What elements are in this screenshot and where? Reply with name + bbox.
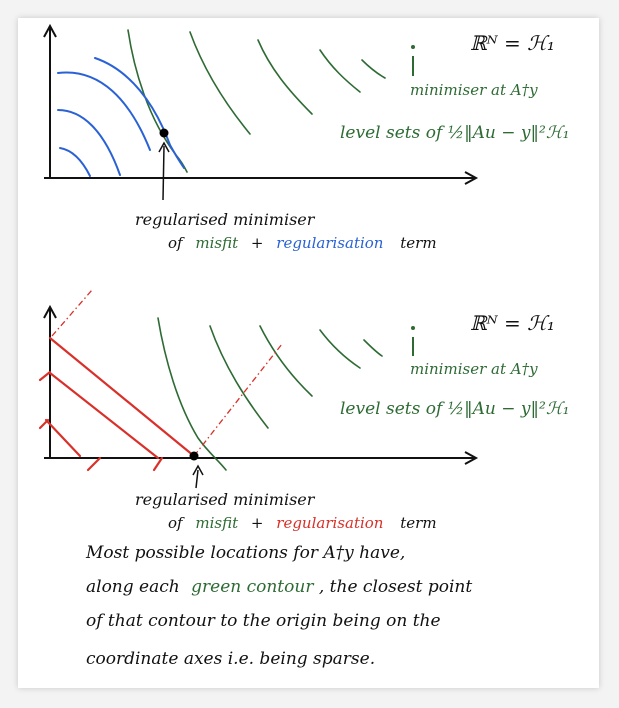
bottom-red-tick-2 [154, 458, 162, 470]
bottom-red-dashed-upper [52, 290, 92, 336]
top-caption-line2 [168, 234, 437, 252]
bottom-level-sets-label: level sets of ½‖Au − y‖²ℋ₁ [340, 399, 570, 419]
top-blue-contour-3 [58, 72, 150, 150]
note-line1: Most possible locations for A†y have, [86, 543, 406, 563]
bottom-panel [40, 290, 569, 532]
bottom-minimiser-dot [411, 326, 415, 330]
bottom-red-tick-4 [40, 420, 48, 428]
bottom-caption-of: of [168, 514, 183, 532]
note-line3: of that contour to the origin being on the [86, 611, 441, 631]
top-space-label: ℝᴺ = ℋ₁ [470, 31, 555, 55]
bottom-red-contour-outer [50, 338, 194, 456]
top-caption-plus: + [250, 234, 264, 252]
top-minimiser-dot [411, 45, 415, 49]
top-level-set-3 [258, 40, 312, 114]
note-line2-green: green contour [191, 577, 314, 597]
bottom-red-dashed-lower [194, 344, 282, 456]
note-line2-a: along each [86, 577, 180, 597]
bottom-caption-line2 [168, 514, 437, 532]
bottom-minimiser-label: minimiser at A†y [410, 360, 538, 378]
top-level-set-1 [128, 30, 187, 172]
top-blue-contour-1 [60, 148, 90, 176]
bottom-caption-reg: regularisation [276, 514, 384, 532]
top-minimiser-label: minimiser at A†y [410, 81, 538, 99]
note-line2 [86, 577, 472, 597]
top-level-set-4 [320, 50, 360, 92]
top-regularised-minimiser-point [160, 129, 169, 138]
top-caption-line1: regularised minimiser [135, 210, 315, 229]
bottom-red-contour-mid [50, 373, 158, 458]
bottom-caption-term: term [400, 514, 437, 532]
bottom-green-level-sets [158, 318, 382, 470]
top-blue-contour-2 [58, 110, 120, 175]
bottom-red-contour-inner [46, 420, 80, 456]
explanatory-note [85, 543, 472, 669]
bottom-red-contours [40, 338, 194, 470]
bottom-red-tick-3 [40, 372, 50, 380]
bottom-red-tick-1 [88, 458, 100, 470]
top-pointer-arrow [163, 146, 164, 200]
bottom-space-label: ℝᴺ = ℋ₁ [470, 311, 555, 335]
bottom-level-set-2 [210, 326, 268, 428]
top-level-set-5 [362, 60, 385, 78]
bottom-level-set-5 [364, 340, 382, 356]
bottom-level-set-3 [260, 326, 312, 396]
bottom-pointer-arrow [196, 470, 198, 488]
top-level-set-2 [190, 32, 250, 134]
bottom-caption-plus: + [250, 514, 264, 532]
bottom-caption-line1: regularised minimiser [135, 490, 315, 509]
bottom-regularised-minimiser-point [190, 452, 199, 461]
bottom-level-set-4 [320, 330, 360, 368]
top-caption-misfit: misfit [195, 234, 239, 252]
bottom-caption-misfit: misfit [195, 514, 239, 532]
top-green-level-sets [128, 30, 385, 172]
top-level-sets-label: level sets of ½‖Au − y‖²ℋ₁ [340, 123, 570, 143]
top-blue-contours [58, 58, 184, 176]
note-line2-b: , the closest point [318, 577, 473, 597]
top-blue-contour-4 [95, 58, 184, 168]
top-caption-reg: regularisation [276, 234, 384, 252]
top-caption-of: of [168, 234, 183, 252]
top-caption-term: term [400, 234, 437, 252]
top-panel [44, 26, 569, 252]
note-line4: coordinate axes i.e. being sparse. [86, 649, 376, 669]
